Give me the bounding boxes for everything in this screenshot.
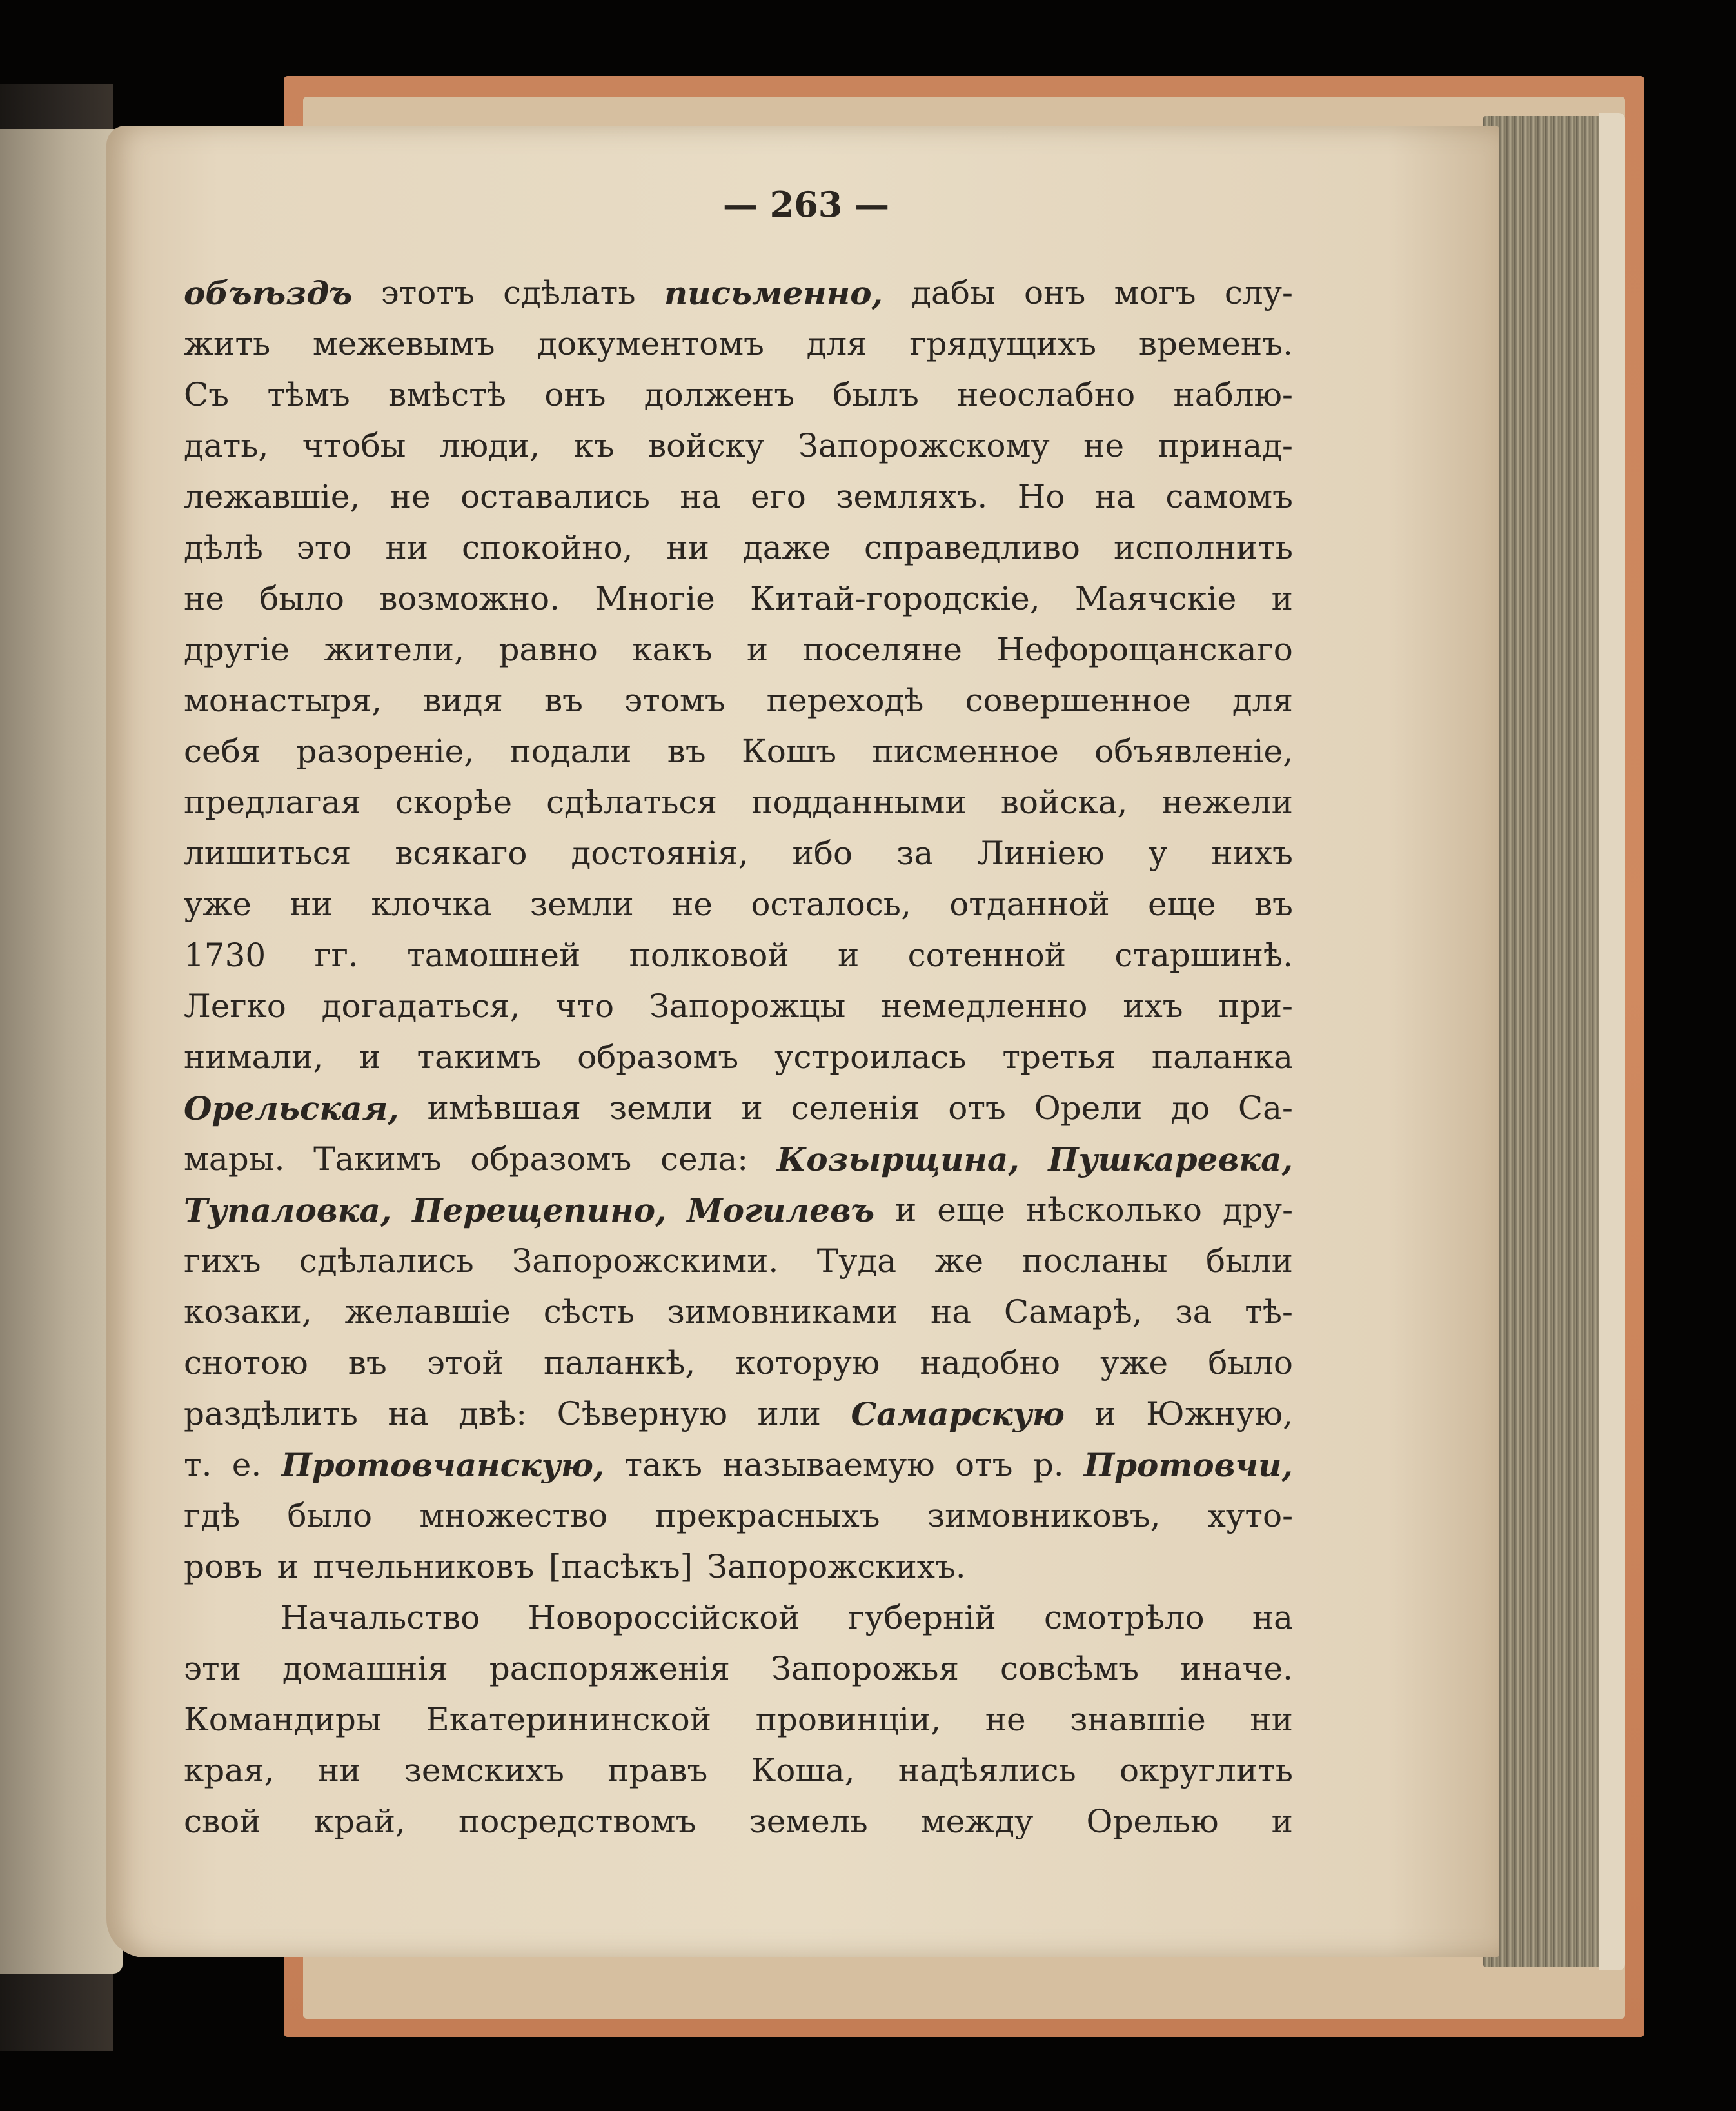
word: посланы xyxy=(1021,1242,1168,1280)
word: Запорожскому xyxy=(798,427,1050,464)
word: въ xyxy=(667,733,706,770)
emphasized-word: Орельская, xyxy=(184,1089,399,1127)
word: надобно xyxy=(920,1344,1061,1382)
word: Командиры xyxy=(184,1701,382,1738)
word: устроилась xyxy=(774,1038,967,1076)
word: распоряженія xyxy=(489,1650,730,1687)
word: полковой xyxy=(629,937,789,974)
word: его xyxy=(750,478,806,515)
word: осталось, xyxy=(751,886,911,923)
word: войска, xyxy=(1000,784,1128,821)
text-line xyxy=(184,930,1293,981)
word: этотъ xyxy=(380,274,475,312)
text-line xyxy=(184,319,1293,370)
word: до xyxy=(1170,1089,1210,1127)
word: знавшіе xyxy=(1070,1701,1206,1738)
word: еще xyxy=(937,1191,1005,1229)
word: Туда xyxy=(816,1242,897,1280)
word: разореніе, xyxy=(296,733,475,770)
emphasized-word: Протовчанскую, xyxy=(281,1446,605,1484)
word: сдѣлать xyxy=(503,274,636,312)
word: у xyxy=(1148,835,1168,872)
word: земляхъ. xyxy=(836,478,988,515)
word: т. xyxy=(184,1446,212,1483)
word: и xyxy=(1271,1803,1293,1840)
word: было xyxy=(259,580,344,617)
word: на xyxy=(1252,1599,1293,1636)
text-line xyxy=(184,1745,1293,1796)
word: что xyxy=(555,987,615,1025)
word: межевымъ xyxy=(312,325,495,362)
word: и xyxy=(1094,1395,1116,1432)
word: желавшіе xyxy=(344,1293,511,1331)
word: монастыря, xyxy=(184,682,382,719)
word: уже xyxy=(184,886,252,923)
word: не xyxy=(184,580,224,617)
word: войску xyxy=(647,427,765,464)
word: Новороссійской xyxy=(528,1599,800,1636)
word: ни xyxy=(666,529,710,566)
word: на xyxy=(930,1293,972,1331)
word: сдѣлаться xyxy=(546,784,718,821)
word: Запорожцы xyxy=(649,987,846,1025)
text-line xyxy=(184,1032,1293,1083)
word: и xyxy=(838,937,860,974)
word: Запорожскихъ. xyxy=(707,1548,966,1585)
word: видя xyxy=(423,682,503,719)
word: надѣялись xyxy=(898,1752,1076,1789)
word: не xyxy=(390,478,431,515)
text-line xyxy=(184,573,1293,624)
word: на xyxy=(388,1395,429,1432)
word: сдѣлались xyxy=(299,1242,474,1280)
word: жители, xyxy=(324,631,465,668)
word: уже xyxy=(1100,1344,1169,1382)
word: гихъ xyxy=(184,1242,261,1280)
word: временъ. xyxy=(1138,325,1293,362)
word: справедливо xyxy=(864,529,1081,566)
word: для xyxy=(806,325,867,362)
text-line xyxy=(184,1185,1293,1236)
word: къ xyxy=(573,427,615,464)
word: мары. xyxy=(184,1140,285,1178)
emphasized-word: Перещепино, xyxy=(412,1191,667,1229)
word: такъ xyxy=(624,1446,703,1483)
word: Екатерининской xyxy=(426,1701,712,1738)
word: предлагая xyxy=(184,784,361,821)
word: домашнія xyxy=(282,1650,448,1687)
text-line xyxy=(184,421,1293,471)
text-line xyxy=(184,370,1293,421)
word: зимовниковъ, xyxy=(927,1497,1161,1534)
word: округлить xyxy=(1119,1752,1293,1789)
word: края, xyxy=(184,1752,275,1789)
word: гдѣ xyxy=(184,1497,241,1534)
word: Южную, xyxy=(1146,1395,1293,1432)
word: Са- xyxy=(1238,1089,1293,1127)
word: земель xyxy=(749,1803,868,1840)
word: себя xyxy=(184,733,261,770)
word: 1730 xyxy=(184,937,266,974)
word: лишиться xyxy=(184,835,351,872)
word: какъ xyxy=(632,631,713,668)
word: нихъ xyxy=(1211,835,1293,872)
word: исполнить xyxy=(1113,529,1293,566)
page-stack-cap xyxy=(1599,113,1625,1970)
word: неослабно xyxy=(957,376,1136,413)
word: не xyxy=(1083,427,1125,464)
word: спокойно, xyxy=(462,529,633,566)
word: Линіею xyxy=(977,835,1105,872)
word: самомъ xyxy=(1165,478,1293,515)
word: жить xyxy=(184,325,271,362)
word: и xyxy=(746,631,769,668)
word: клочка xyxy=(371,886,492,923)
word: отданной xyxy=(949,886,1110,923)
text-line xyxy=(184,1592,1293,1643)
text-line xyxy=(184,1541,1293,1592)
word: ни xyxy=(1250,1701,1293,1738)
word: третья xyxy=(1002,1038,1116,1076)
word: равно xyxy=(498,631,598,668)
word: иначе. xyxy=(1179,1650,1293,1687)
word: и xyxy=(359,1038,381,1076)
word: этомъ xyxy=(624,682,725,719)
emphasized-word: Пушкаревка, xyxy=(1048,1140,1293,1178)
word: на xyxy=(1094,478,1136,515)
word: оставались xyxy=(460,478,650,515)
emphasized-word: Протовчи, xyxy=(1083,1446,1293,1484)
word: [пасѣкъ] xyxy=(548,1548,693,1585)
word: ибо xyxy=(792,835,853,872)
emphasized-word: объѣздъ xyxy=(184,274,353,312)
emphasized-word: письменно, xyxy=(664,274,883,312)
word: же xyxy=(934,1242,984,1280)
word: Но xyxy=(1017,478,1065,515)
word: этой xyxy=(426,1344,504,1382)
word: козаки, xyxy=(184,1293,312,1331)
emphasized-word: Тупаловка, xyxy=(184,1191,392,1229)
word: селенія xyxy=(791,1089,920,1127)
word: могъ xyxy=(1114,274,1196,312)
word: старшинѣ. xyxy=(1114,937,1293,974)
word: объявленіе, xyxy=(1094,733,1293,770)
word: совершенное xyxy=(965,682,1191,719)
word: совсѣмъ xyxy=(1000,1650,1139,1687)
word: Начальство xyxy=(281,1599,480,1636)
word: въ xyxy=(544,682,583,719)
word: подданными xyxy=(751,784,967,821)
word: отъ xyxy=(954,1446,1013,1483)
word: гг. xyxy=(314,937,359,974)
word: догадаться, xyxy=(321,987,520,1025)
word: было xyxy=(287,1497,373,1534)
word: Многіе xyxy=(595,580,715,617)
word: Такимъ xyxy=(313,1140,442,1178)
word: имѣвшая xyxy=(427,1089,581,1127)
word: раздѣлить xyxy=(184,1395,358,1432)
word: образомъ xyxy=(470,1140,632,1178)
word: ни xyxy=(290,886,333,923)
word: не xyxy=(985,1701,1026,1738)
word: пчельниковъ xyxy=(313,1548,535,1585)
word: тѣ- xyxy=(1245,1293,1293,1331)
text-line xyxy=(184,1491,1293,1541)
word: нежели xyxy=(1161,784,1293,821)
word: паланкѣ, xyxy=(543,1344,696,1382)
word: Орели xyxy=(1034,1089,1143,1127)
word: за xyxy=(1175,1293,1212,1331)
emphasized-word: Самарскую xyxy=(851,1395,1065,1433)
word: правъ xyxy=(607,1752,708,1789)
word: долженъ xyxy=(644,376,795,413)
word: между xyxy=(920,1803,1034,1840)
word: сѣсть xyxy=(543,1293,635,1331)
word: земли xyxy=(529,886,634,923)
word: дабы xyxy=(911,274,996,312)
word: и xyxy=(1271,580,1293,617)
word: Коша, xyxy=(751,1752,855,1789)
word: образомъ xyxy=(577,1038,739,1076)
text-line xyxy=(184,981,1293,1032)
word: р. xyxy=(1032,1446,1064,1483)
word: ихъ xyxy=(1123,987,1183,1025)
word: и xyxy=(741,1089,763,1127)
word: дать, xyxy=(184,427,269,464)
word: другіе xyxy=(184,631,290,668)
word: Орелью xyxy=(1086,1803,1219,1840)
word: Запорожья xyxy=(771,1650,960,1687)
word: Нефорощанскаго xyxy=(996,631,1293,668)
text-line xyxy=(184,624,1293,675)
word: зимовниками xyxy=(667,1293,898,1331)
word: Запорожскими. xyxy=(512,1242,779,1280)
word: снотою xyxy=(184,1344,308,1382)
word: подали xyxy=(509,733,632,770)
word: возможно. xyxy=(379,580,560,617)
word: слу- xyxy=(1224,274,1293,312)
word: сотенной xyxy=(907,937,1067,974)
word: наблю- xyxy=(1173,376,1293,413)
word: даже xyxy=(742,529,831,566)
text-line xyxy=(184,268,1293,319)
word: эти xyxy=(184,1650,241,1687)
word: всякаго xyxy=(395,835,528,872)
word: онъ xyxy=(544,376,606,413)
word: за xyxy=(896,835,934,872)
word: край, xyxy=(313,1803,406,1840)
word: нимали, xyxy=(184,1038,324,1076)
word: на xyxy=(680,478,721,515)
word: это xyxy=(296,529,352,566)
word: Маячскіе xyxy=(1074,580,1237,617)
text-line xyxy=(184,1287,1293,1338)
text-line xyxy=(184,726,1293,777)
text-line xyxy=(184,675,1293,726)
word: которую xyxy=(735,1344,880,1382)
word: скорѣе xyxy=(395,784,513,821)
word: вмѣстѣ xyxy=(388,376,507,413)
text-line xyxy=(184,1440,1293,1491)
word: и xyxy=(277,1548,299,1585)
word: называемую xyxy=(722,1446,935,1483)
word: и xyxy=(895,1191,917,1229)
text-line xyxy=(184,1694,1293,1745)
word: земли xyxy=(609,1089,713,1127)
text-line xyxy=(184,777,1293,828)
word: множество xyxy=(419,1497,608,1534)
word: ни xyxy=(385,529,429,566)
word: въ xyxy=(348,1344,387,1382)
text-line xyxy=(184,1389,1293,1440)
word: посредствомъ xyxy=(458,1803,696,1840)
word: при- xyxy=(1218,987,1293,1025)
word: паланка xyxy=(1151,1038,1293,1076)
word: были xyxy=(1205,1242,1293,1280)
word: тамошней xyxy=(407,937,581,974)
word: Самарѣ, xyxy=(1003,1293,1143,1331)
left-page-edge xyxy=(0,129,123,1974)
word: дру- xyxy=(1222,1191,1293,1229)
word: поселяне xyxy=(802,631,962,668)
word: въ xyxy=(1254,886,1293,923)
word: ровъ xyxy=(184,1548,263,1585)
text-line xyxy=(184,1338,1293,1389)
text-line xyxy=(184,471,1293,522)
text-line xyxy=(184,1083,1293,1134)
text-line xyxy=(184,879,1293,930)
word: тѣмъ xyxy=(267,376,350,413)
word: писменное xyxy=(872,733,1059,770)
page-number: — 263 — xyxy=(722,184,890,225)
emphasized-word: Козырщина, xyxy=(776,1140,1020,1178)
word: онъ xyxy=(1024,274,1086,312)
word: нѣсколько xyxy=(1025,1191,1202,1229)
word: люди, xyxy=(439,427,540,464)
text-line xyxy=(184,828,1293,879)
word: губерній xyxy=(847,1599,996,1636)
text-line xyxy=(184,1236,1293,1287)
text-line xyxy=(184,522,1293,573)
word: Китай-городскіе, xyxy=(750,580,1040,617)
word: земскихъ xyxy=(404,1752,564,1789)
word: е. xyxy=(232,1446,262,1483)
word: было xyxy=(1208,1344,1293,1382)
word: переходѣ xyxy=(766,682,924,719)
text-line xyxy=(184,1643,1293,1694)
word: Кошъ xyxy=(742,733,837,770)
word: отъ xyxy=(948,1089,1006,1127)
word: не xyxy=(672,886,713,923)
word: дѣлѣ xyxy=(184,529,263,566)
word: ни xyxy=(317,1752,361,1789)
word: Съ xyxy=(184,376,230,413)
word: еще xyxy=(1147,886,1216,923)
text-line xyxy=(184,1134,1293,1185)
word: лежавшіе, xyxy=(184,478,360,515)
word: двѣ: xyxy=(459,1395,528,1432)
word: хуто- xyxy=(1207,1497,1293,1534)
word: смотрѣло xyxy=(1043,1599,1205,1636)
word: грядущихъ xyxy=(909,325,1097,362)
word: достоянія, xyxy=(571,835,749,872)
word: прекрасныхъ xyxy=(655,1497,880,1534)
page-text xyxy=(184,268,1293,1847)
word: свой xyxy=(184,1803,261,1840)
page-stack-edge xyxy=(1483,116,1609,1967)
word: или xyxy=(757,1395,821,1432)
word: такимъ xyxy=(417,1038,542,1076)
emphasized-word: Могилевъ xyxy=(687,1191,875,1229)
word: документомъ xyxy=(537,325,764,362)
word: села: xyxy=(660,1140,749,1178)
word: немедленно xyxy=(881,987,1088,1025)
word: чтобы xyxy=(302,427,406,464)
word: былъ xyxy=(833,376,919,413)
word: для xyxy=(1232,682,1293,719)
word: провинціи, xyxy=(755,1701,942,1738)
word: принад- xyxy=(1158,427,1293,464)
text-line xyxy=(184,1796,1293,1847)
word: Сѣверную xyxy=(557,1395,728,1432)
word: Легко xyxy=(184,987,286,1025)
